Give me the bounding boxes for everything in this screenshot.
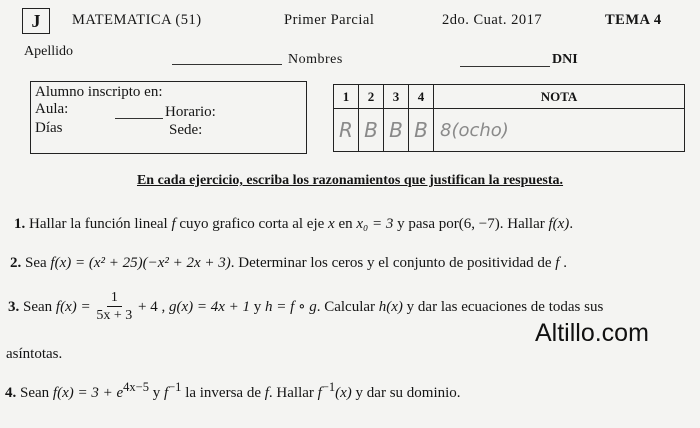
exercise-4-finvx: f	[317, 385, 322, 401]
exercise-2-text-a: Sea	[25, 255, 47, 271]
grades-table	[333, 84, 685, 152]
exercise-3-h: h = f ∘ g	[265, 298, 317, 315]
nombres-blank	[460, 66, 550, 67]
exercise-3-fx: f(x) =	[55, 298, 91, 315]
exercise-1-fx: f(x)	[548, 216, 570, 232]
exercise-3-hx: h(x)	[378, 298, 403, 315]
instruction: En cada ejercicio, escriba los razonamientos que justifican la respuesta.	[136, 173, 564, 188]
exercise-4-f: f	[264, 385, 269, 401]
exercise-2-f: f	[555, 255, 560, 271]
dni-label: DNI	[552, 52, 578, 67]
exercise-3-plus4: + 4 ,	[138, 298, 166, 315]
enrollment-box	[30, 81, 307, 154]
grade-mark-3: B	[384, 109, 409, 152]
exercise-4-expr: f(x) = 3 + e	[52, 385, 124, 401]
exercise-1-text-b: cuyo grafico corta al eje	[179, 216, 325, 232]
exercise-1-x0: x₀ = 3	[356, 216, 394, 232]
watermark: Altillo.com	[535, 319, 649, 347]
course-name: MATEMATICA (51)	[72, 12, 202, 28]
apellido-blank	[172, 64, 282, 65]
exercise-2-text-b: . Determinar los ceros y el conjunto de positividad de	[230, 255, 552, 271]
exercise-1-text-c: en	[338, 216, 353, 232]
exercise-1-text-a: Hallar la función lineal	[29, 216, 168, 232]
tema: TEMA 4	[605, 12, 662, 28]
exercise-4-text-d: y dar su dominio.	[355, 385, 461, 401]
apellido-label: Apellido	[24, 44, 73, 59]
exercise-1-x: x	[328, 216, 335, 232]
grade-mark-nota: 8(ocho)	[434, 109, 685, 152]
exercise-4-text-b: la inversa de	[185, 385, 261, 401]
dias-label: Días	[35, 120, 63, 136]
exercise-4-text-a: Sean	[20, 385, 50, 401]
grade-mark-1: R	[334, 109, 359, 152]
exercise-1-f: f	[171, 216, 176, 232]
aula-label: Aula:	[35, 101, 69, 117]
exercise-1-text-d: y pasa por	[397, 216, 459, 232]
exercise-4-y: y	[152, 385, 161, 401]
grade-header-1: 1	[334, 85, 359, 109]
exam-name: Primer Parcial	[284, 12, 375, 28]
term: 2do. Cuat. 2017	[442, 12, 543, 28]
exercise-3-text-c: y dar las ecuaciones de todas sus	[406, 298, 604, 315]
exercise-3-fraction	[96, 290, 132, 325]
grade-mark-4: B	[409, 109, 434, 152]
exercise-2-number: 2.	[10, 255, 22, 271]
exercise-3-number: 3.	[8, 298, 20, 315]
grade-header-2: 2	[359, 85, 384, 109]
exercise-4-number: 4.	[5, 385, 17, 401]
exercise-4-finvx-sup: −1	[321, 380, 336, 394]
nombres-label: Nombres	[288, 52, 343, 67]
exercise-4-finvx-arg: (x)	[335, 385, 352, 401]
exercise-1-text-e: . Hallar	[499, 216, 545, 232]
grade-header-4: 4	[409, 85, 434, 109]
exercise-3	[8, 290, 603, 325]
exercise-2	[10, 255, 567, 272]
exercise-3-y: y	[253, 298, 262, 315]
exercise-3-text-a: Sean	[23, 298, 53, 315]
exercise-4-finv: f	[163, 385, 169, 401]
exercise-4-exponent: 4x−5	[123, 380, 149, 394]
exercise-3-gx: g(x) = 4x + 1	[168, 298, 251, 315]
exercise-2-end: .	[563, 255, 567, 271]
grade-header-nota: NOTA	[434, 85, 685, 109]
exercise-4	[5, 380, 461, 402]
exercise-3-denominator: 5x + 3	[96, 308, 133, 323]
grade-header-3: 3	[384, 85, 409, 109]
exercise-4-finv-sup: −1	[168, 380, 182, 394]
exercise-4-text-c: . Hallar	[268, 385, 314, 401]
horario-label: Horario:	[165, 104, 216, 120]
exercise-1	[14, 216, 573, 233]
exercise-2-expr: f(x) = (x² + 25)(−x² + 2x + 3)	[50, 255, 231, 271]
exercise-1-point: (6, −7)	[458, 216, 500, 232]
aula-blank	[115, 118, 163, 119]
enrollment-title: Alumno inscripto en:	[35, 84, 163, 100]
exercise-1-end: .	[569, 216, 574, 232]
grade-mark-2: B	[359, 109, 384, 152]
exercise-3-text-b: . Calcular	[316, 298, 376, 315]
exercise-3-continued: asíntotas.	[6, 346, 63, 362]
sede-label: Sede:	[169, 122, 203, 138]
exam-letter: J	[22, 8, 50, 34]
exercise-3-numerator: 1	[107, 290, 122, 307]
exercise-1-number: 1.	[14, 216, 26, 232]
